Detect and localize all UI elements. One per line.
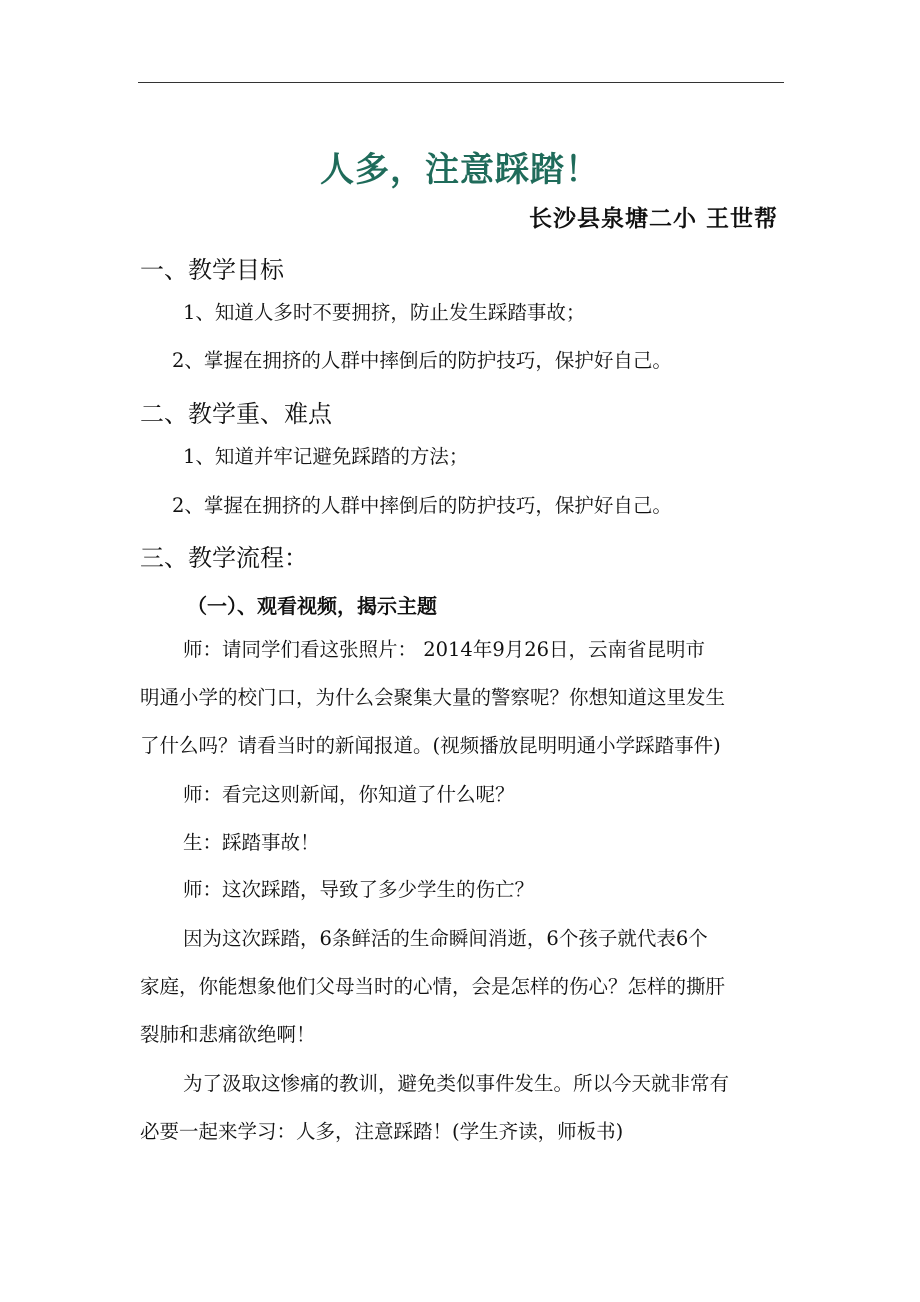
page-title: 人多，注意踩踏！: [320, 150, 600, 190]
objective-item: 1、知道人多时不要拥挤，防止发生踩踏事故；: [183, 301, 586, 324]
body-line: 明通小学的校门口，为什么会聚集大量的警察呢？你想知道这里发生: [140, 686, 726, 709]
body-line: 了什么吗？请看当时的新闻报道。(视频播放昆明明通小学踩踏事件): [140, 734, 721, 757]
author-line: 长沙县泉塘二小 王世帮: [528, 205, 778, 232]
objective-item: 2、掌握在拥挤的人群中摔倒后的防护技巧，保护好自己。: [172, 349, 672, 372]
body-line: 师：看完这则新闻，你知道了什么呢？: [183, 783, 515, 806]
body-line: 裂肺和悲痛欲绝啊！: [140, 1023, 316, 1046]
body-line: 生：踩踏事故！: [183, 831, 320, 854]
section-heading-objectives: 一、教学目标: [140, 256, 284, 284]
section-heading-process: 三、教学流程：: [140, 544, 308, 572]
body-line: 师：请同学们看这张照片： 2014年9月26日，云南省昆明市: [183, 638, 706, 661]
key-point-item: 1、知道并牢记避免踩踏的方法；: [183, 445, 469, 468]
key-point-item: 2、掌握在拥挤的人群中摔倒后的防护技巧，保护好自己。: [172, 494, 672, 517]
body-line: 为了汲取这惨痛的教训，避免类似事件发生。所以今天就非常有: [183, 1072, 730, 1095]
section-heading-key-points: 二、教学重、难点: [140, 400, 332, 428]
body-line: 家庭，你能想象他们父母当时的心情，会是怎样的伤心？怎样的撕肝: [140, 975, 726, 998]
body-line: 必要一起来学习：人多，注意踩踏！(学生齐读，师板书): [140, 1120, 624, 1143]
body-line: 因为这次踩踏，6条鲜活的生命瞬间消逝，6个孩子就代表6个: [183, 927, 708, 950]
subsection-heading: （一）、观看视频，揭示主题: [187, 594, 437, 618]
header-rule: [138, 82, 784, 83]
body-line: 师：这次踩踏，导致了多少学生的伤亡？: [183, 878, 535, 901]
